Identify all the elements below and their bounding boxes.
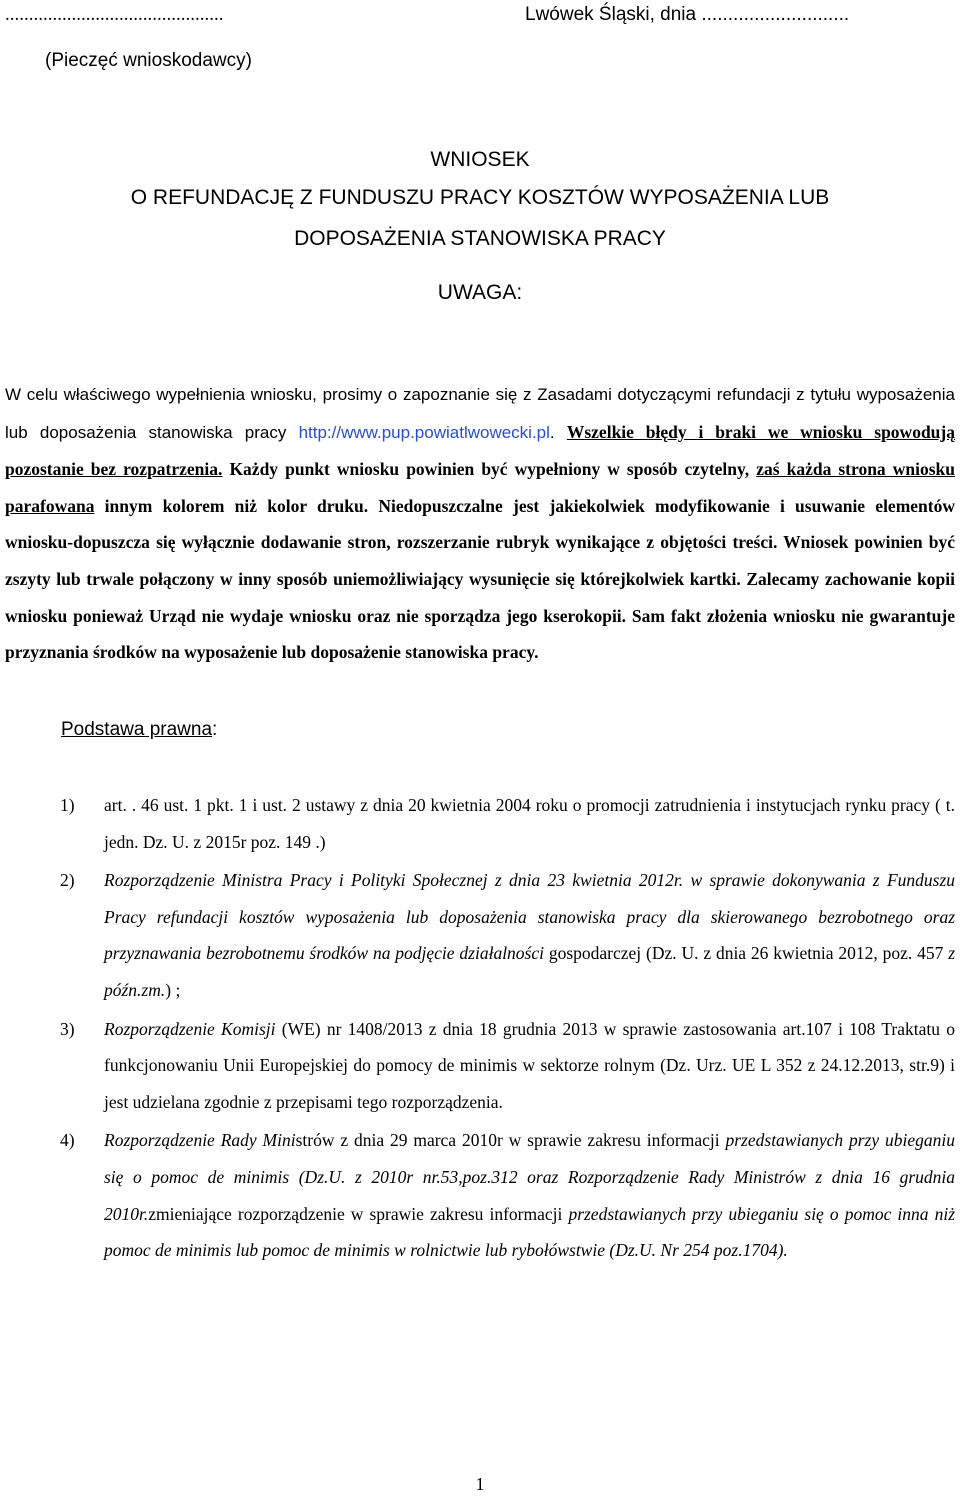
notice-intro: W celu właściwego wypełnienia wniosku, prosimy o zapoznanie się z Zasadami dotyczącymi refundacji z tytułu wyposażenia lub doposażenia stanowiska pracy (5, 385, 955, 442)
legal-basis-colon: : (212, 719, 218, 740)
legal-basis-text: Podstawa prawna (61, 719, 213, 740)
legal-basis-label (61, 719, 217, 741)
item-4-italic-3: przedstawianych przy ubieganiu się o pomoc inna niż pomoc de minimis lub pomoc de minimis w rolnictwie lub rybołówstwie (Dz.U. Nr 254 poz.1704). (104, 1203, 956, 1261)
list-item (60, 862, 955, 1008)
stamp-caption: (Pieczęć wnioskodawcy) (45, 50, 252, 71)
item-3-italic: Rozporządzenie Komisji (104, 1018, 276, 1039)
item-2-normal: gospodarczej (Dz. U. z dnia 26 kwietnia 2012, poz. 457 (544, 943, 949, 964)
notice-after-link: . (549, 422, 567, 442)
list-item (60, 1122, 955, 1268)
item-2-normal-2: ) ; (165, 979, 181, 1000)
page-number: 1 (475, 1474, 485, 1494)
place-date-line: Lwówek Śląski, dnia ............................ (525, 4, 850, 25)
item-4-italic-2: przedstawianych przy ubieganiu się o pomoc de minimis (Dz.U. z 2010r nr.53,poz.312 oraz Rozporządzenie Rady Ministrów z dnia 16 grudnia 2010r. (104, 1130, 955, 1224)
list-item-text (104, 787, 955, 860)
item-1-text: art. . 46 ust. 1 pkt. 1 i ust. 2 ustawy z dnia 20 kwietnia 2004 roku o promocji zatrudnienia i instytucjach rynku pracy ( t. jedn. Dz. U. z 2015r poz. 149 .) (104, 795, 955, 852)
notice-rules: innym kolorem niż kolor druku. Niedopuszczalne jest jakiekolwiek modyfikowanie i usuwanie elementów wniosku-dopuszcza się wyłącznie dodawanie stron, rozszerzanie rubryk wynikające z objętości treści. Wniosek powinien być zszyty lub trwale połączony w inny sposób uniemożliwiający wysunięcie się którejkolwiek kartki. Zalecamy zachowanie kopii wniosku ponieważ Urząd nie wydaje wniosku oraz nie sporządza jego kserokopii. Sam fakt złożenia wniosku nie gwarantuje przyznania środków na wyposażenie lub doposażenie stanowiska pracy. (5, 495, 955, 663)
applicant-stamp-dots: .............................................. (5, 4, 224, 25)
list-item (60, 787, 955, 860)
notice-warning: Wszelkie błędy i braki we wniosku spowodują pozostanie bez rozpatrzenia. (5, 421, 955, 480)
list-item-number: 3) (60, 1018, 75, 1039)
list-item-text (104, 862, 955, 1008)
item-2-italic: Rozporządzenie Ministra Pracy i Polityki Społecznej z dnia 23 kwietnia 2012r. w sprawie dokonywania z Funduszu Pracy refundacji kosztów wyposażenia lub doposażenia stanowiska pracy dla skierowanego bezrobotnego oraz przyznawania bezrobotnemu środków na podjęcie działalności (104, 870, 955, 964)
pup-website-link[interactable]: http://www.pup.powiatlwowecki.pl (298, 422, 550, 442)
item-4-normal-2: zmieniające rozporządzenie w sprawie zakresu informacji (148, 1203, 569, 1224)
title-line-2: O REFUNDACJĘ Z FUNDUSZU PRACY KOSZTÓW WYPOSAŻENIA LUB (130, 186, 830, 209)
notice-initial-pages: zaś każda strona wniosku parafowana (5, 459, 955, 516)
legal-basis-list (60, 787, 955, 1271)
item-3-normal: (WE) nr 1408/2013 z dnia 18 grudnia 2013 w sprawie zastosowania art.107 i 108 Traktatu o funkcjonowaniu Unii Europejskiej do pomocy de minimis w sektorze rolnym (Dz. Urz. UE L 352 z 24.12.2013, str.9) i jest udzielana zgodnie z przepisami tego rozporządzenia. (104, 1018, 955, 1112)
title-line-3: DOPOSAŻENIA STANOWISKA PRACY (294, 227, 666, 250)
title-line-1: WNIOSEK (430, 148, 530, 171)
notice-paragraph (5, 376, 955, 671)
list-item-number: 1) (60, 795, 75, 815)
list-item-text (104, 1011, 955, 1121)
notice-heading: UWAGA: (437, 281, 523, 304)
item-4-italic: Rozporządzenie Rady Mini (104, 1130, 296, 1151)
list-item (60, 1011, 955, 1121)
list-item-number: 2) (60, 870, 75, 891)
item-2-italic-2: z późn.zm. (104, 943, 955, 1000)
list-item-text (104, 1122, 955, 1268)
notice-legibility: Każdy punkt wniosku powinien być wypełniony w sposób czytelny, (222, 459, 757, 480)
list-item-number: 4) (60, 1130, 75, 1151)
item-4-normal: strów z dnia 29 marca 2010r w sprawie zakresu informacji (295, 1130, 726, 1151)
